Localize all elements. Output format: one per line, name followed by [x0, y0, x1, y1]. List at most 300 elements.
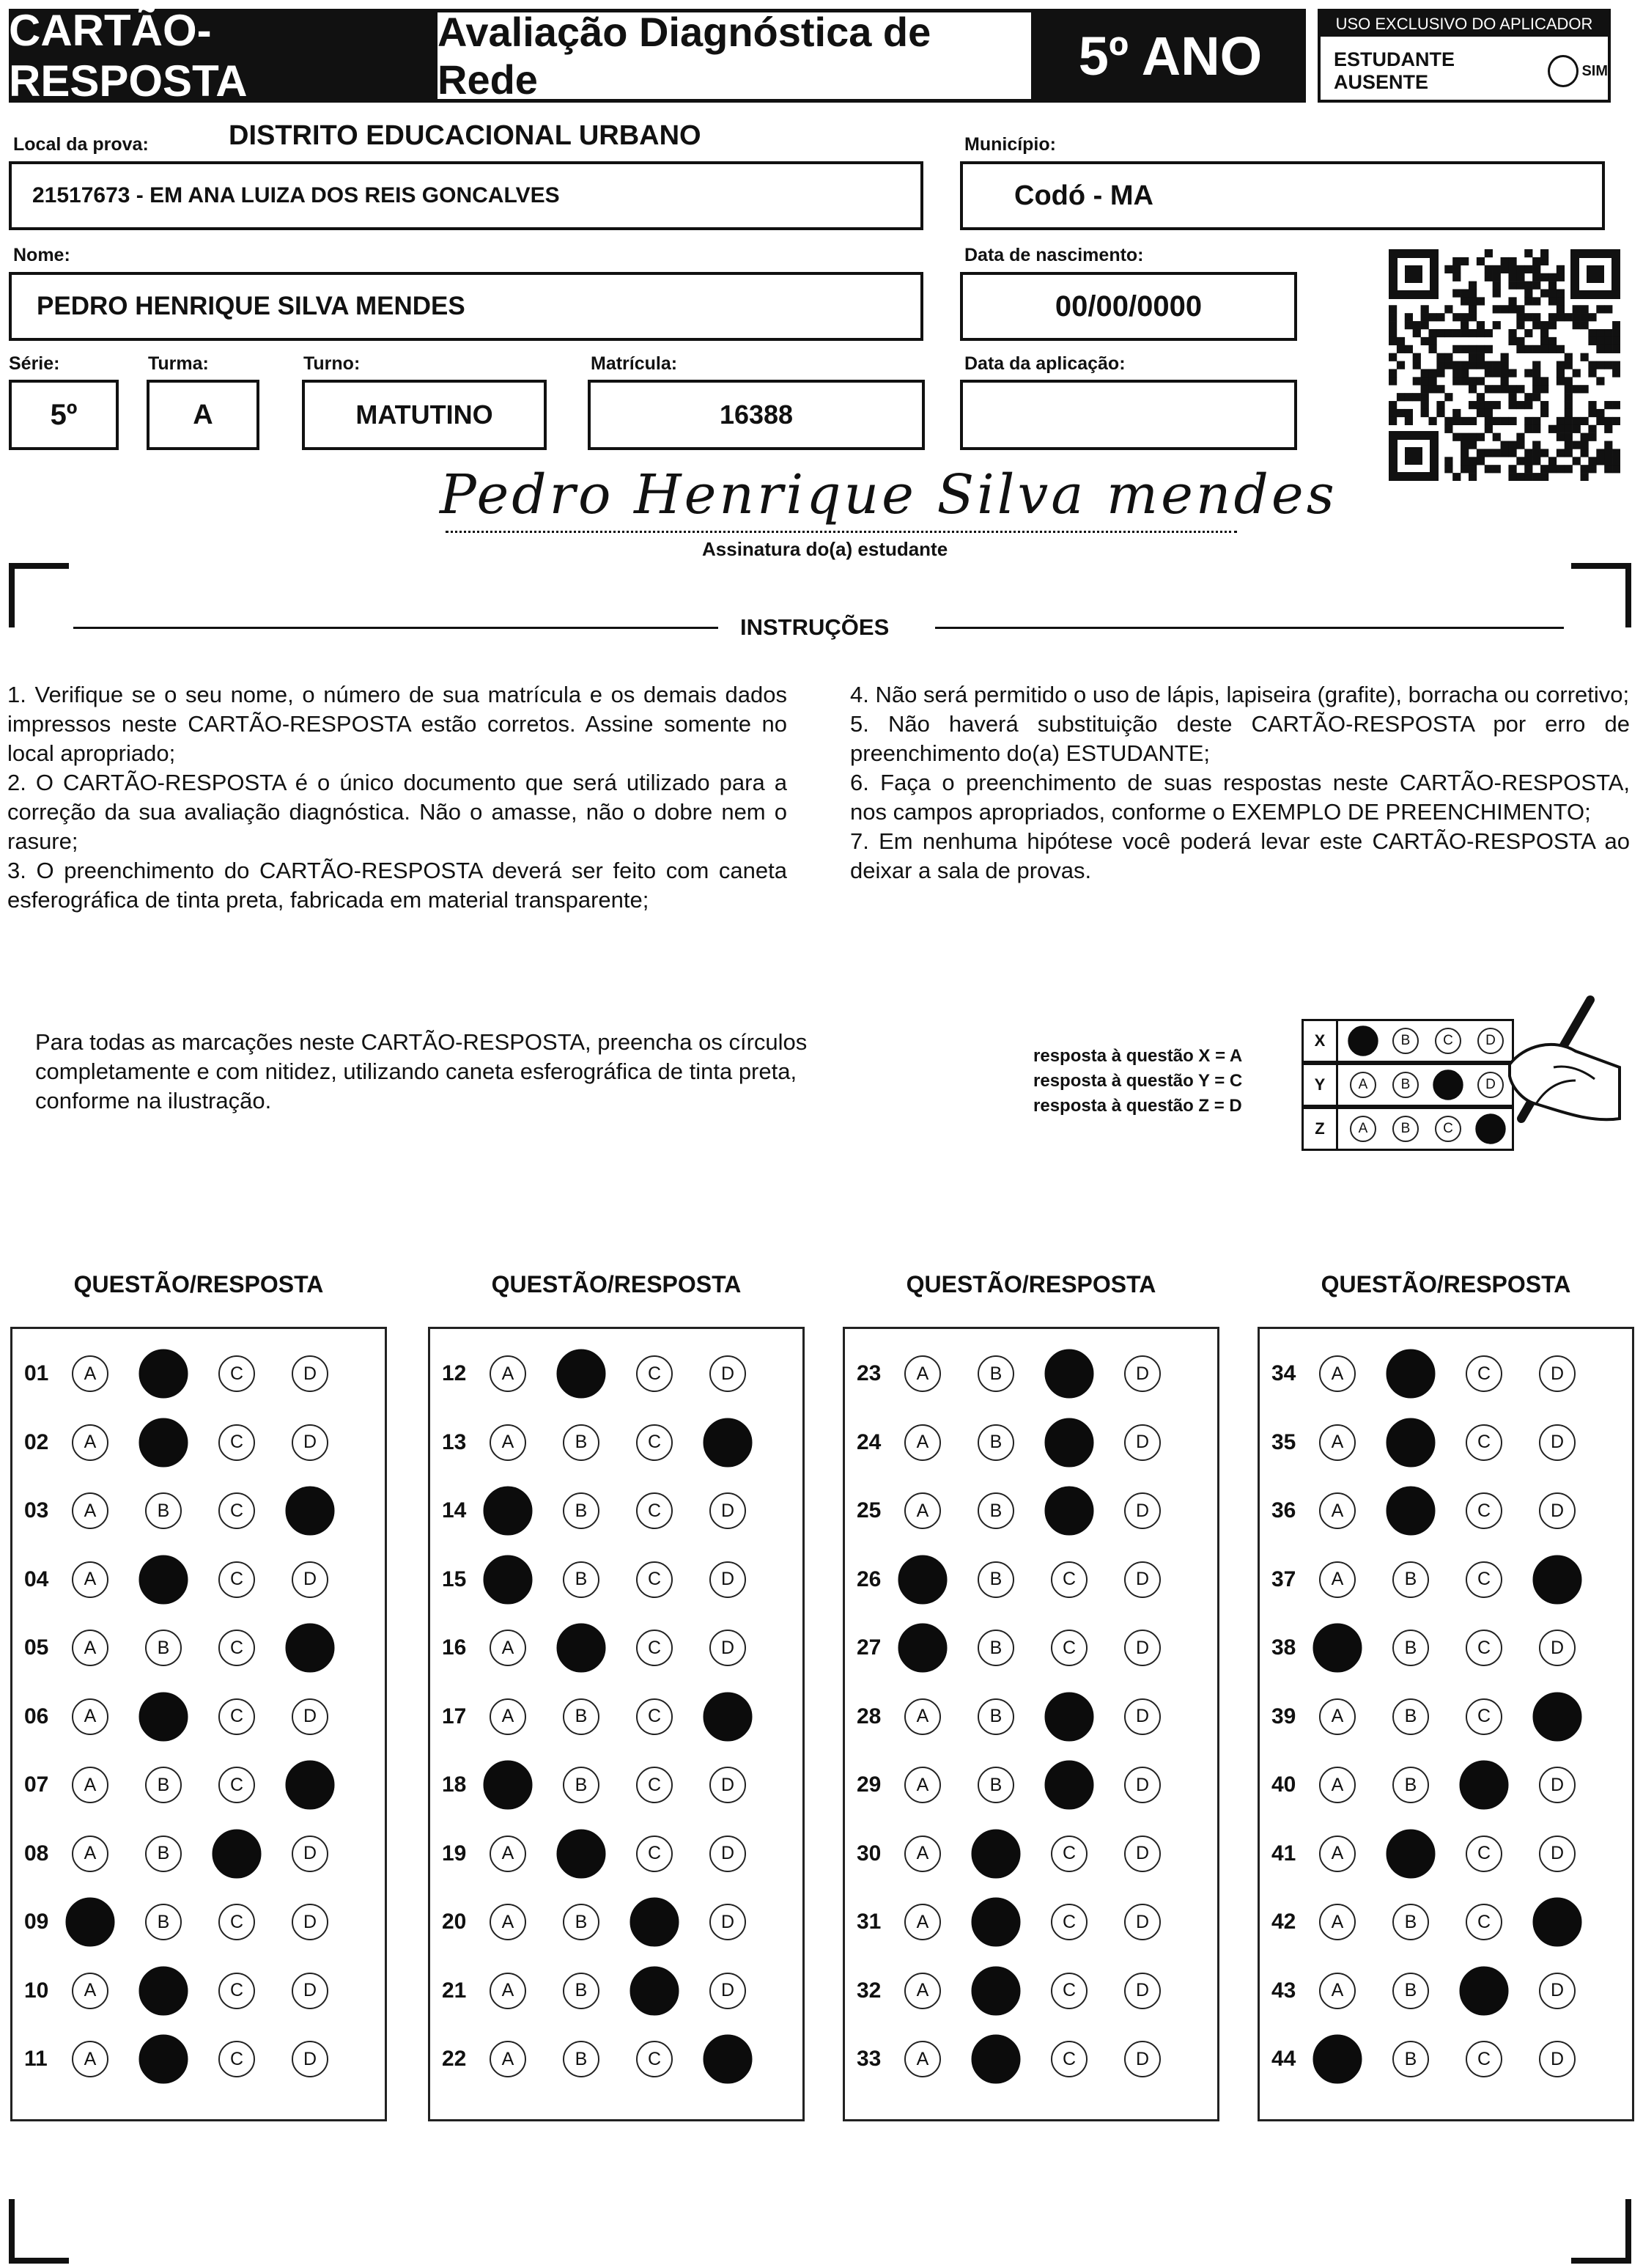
answer-bubble-d[interactable]: D	[292, 1561, 328, 1598]
question-row	[12, 1691, 385, 1742]
answer-bubble-c[interactable]: C	[636, 1698, 673, 1735]
answer-bubble-d[interactable]: D	[709, 1904, 746, 1940]
signature: Pedro Henrique Silva mendes	[440, 463, 1337, 526]
answer-bubble-b[interactable]	[557, 1350, 606, 1399]
district-name: DISTRITO EDUCACIONAL URBANO	[229, 120, 701, 151]
series-label: Série:	[9, 353, 60, 374]
example-bubble-a: A	[1350, 1072, 1376, 1098]
question-number: 07	[24, 1772, 49, 1797]
answer-bubble-c[interactable]: C	[1051, 1630, 1088, 1666]
answer-bubble-c[interactable]: C	[218, 2041, 255, 2077]
answer-bubble-d[interactable]: D	[709, 1767, 746, 1803]
school-field	[9, 161, 923, 230]
example-bubble-b: B	[1392, 1028, 1419, 1054]
answer-bubble-a[interactable]: A	[1319, 1904, 1356, 1940]
answer-bubble-d[interactable]: D	[292, 1424, 328, 1461]
answer-bubble-c[interactable]: C	[1051, 1973, 1088, 2009]
question-row	[845, 1759, 1217, 1811]
answer-bubble-d[interactable]: D	[1124, 1355, 1161, 1392]
answer-bubble-b[interactable]: B	[563, 1424, 599, 1461]
answer-bubble-a[interactable]: A	[904, 1836, 941, 1872]
answer-bubble-c[interactable]: C	[1051, 1904, 1088, 1940]
question-row	[845, 1554, 1217, 1605]
answer-bubble-c[interactable]: C	[636, 1424, 673, 1461]
answer-bubble-c[interactable]: C	[636, 1355, 673, 1392]
shift-value: MATUTINO	[355, 400, 493, 430]
answer-bubble-a[interactable]	[1313, 2035, 1362, 2084]
enrollment-field	[588, 380, 925, 450]
answer-bubble-c[interactable]	[1045, 1761, 1094, 1810]
question-row	[430, 1691, 802, 1742]
shift-label: Turno:	[303, 353, 361, 374]
question-row	[12, 1485, 385, 1536]
absent-yes-label: SIM	[1581, 62, 1608, 79]
answer-bubble-b[interactable]: B	[978, 1767, 1014, 1803]
answer-bubble-c[interactable]: C	[218, 1904, 255, 1940]
question-number: 30	[857, 1841, 882, 1866]
answer-bubble-d[interactable]	[1533, 1898, 1582, 1947]
answer-bubble-c[interactable]: C	[1051, 1561, 1088, 1598]
answer-bubble-d[interactable]: D	[1539, 1424, 1576, 1461]
class-label: Turma:	[148, 353, 209, 374]
answer-bubble-d[interactable]: D	[1539, 1836, 1576, 1872]
answer-bubble-b[interactable]: B	[145, 1630, 182, 1666]
question-row	[430, 1485, 802, 1536]
answer-bubble-d[interactable]: D	[1124, 1904, 1161, 1940]
question-number: 43	[1271, 1978, 1296, 2003]
instructions-left	[7, 680, 787, 915]
answer-bubble-a[interactable]: A	[72, 1767, 108, 1803]
answer-bubble-b[interactable]: B	[563, 1698, 599, 1735]
answer-bubble-c[interactable]: C	[1466, 1630, 1502, 1666]
question-number: 05	[24, 1635, 49, 1660]
question-row	[845, 1485, 1217, 1536]
answer-bubble-c[interactable]: C	[636, 2041, 673, 2077]
question-row	[12, 1828, 385, 1879]
answer-bubble-a[interactable]: A	[490, 1973, 526, 2009]
answer-bubble-c[interactable]: C	[636, 1492, 673, 1529]
answer-bubble-d[interactable]: D	[1539, 2041, 1576, 2077]
answer-bubble-a[interactable]	[484, 1761, 533, 1810]
instruction-item: 3. O preenchimento do CARTÃO-RESPOSTA deverá ser feito com caneta esferográfica de tinta preta, fabricada em material transparente;	[7, 858, 787, 913]
answer-bubble-c[interactable]	[213, 1829, 262, 1878]
answer-bubble-c[interactable]: C	[1466, 2041, 1502, 2077]
example-bubble-d: D	[1477, 1072, 1504, 1098]
answer-bubble-b[interactable]: B	[145, 1492, 182, 1529]
answer-bubble-b[interactable]	[139, 1350, 188, 1399]
answer-bubble-c[interactable]: C	[1466, 1561, 1502, 1598]
answer-bubble-d[interactable]	[1533, 1692, 1582, 1741]
question-number: 03	[24, 1498, 49, 1523]
answer-bubble-a[interactable]: A	[72, 2041, 108, 2077]
instructions-title: INSTRUÇÕES	[740, 614, 890, 640]
example-bubble-d: D	[1477, 1028, 1504, 1054]
question-number: 18	[442, 1772, 467, 1797]
question-row	[845, 1691, 1217, 1742]
answer-bubble-d[interactable]	[286, 1624, 335, 1673]
answer-column-2	[428, 1327, 805, 2121]
answer-bubble-a[interactable]: A	[1319, 1355, 1356, 1392]
answer-bubble-a[interactable]: A	[1319, 1492, 1356, 1529]
question-number: 11	[24, 2047, 48, 2071]
answer-bubble-b[interactable]: B	[978, 1424, 1014, 1461]
class-field	[147, 380, 259, 450]
answer-bubble-a[interactable]: A	[72, 1973, 108, 2009]
question-row	[430, 1896, 802, 1948]
question-number: 02	[24, 1429, 49, 1454]
answer-bubble-b[interactable]: B	[1392, 1561, 1429, 1598]
answer-bubble-b[interactable]: B	[145, 1904, 182, 1940]
answer-bubble-b[interactable]: B	[1392, 2041, 1429, 2077]
answer-bubble-c[interactable]	[1045, 1350, 1094, 1399]
answer-bubble-c[interactable]: C	[218, 1492, 255, 1529]
question-number: 08	[24, 1841, 49, 1866]
absent-checkbox[interactable]	[1548, 55, 1579, 87]
answer-bubble-d[interactable]: D	[1124, 1698, 1161, 1735]
answer-bubble-d[interactable]: D	[1124, 1424, 1161, 1461]
name-field	[9, 272, 923, 341]
answer-bubble-b[interactable]	[139, 2035, 188, 2084]
question-number: 01	[24, 1361, 49, 1385]
answer-bubble-d[interactable]: D	[292, 1973, 328, 2009]
answer-bubble-c[interactable]: C	[1466, 1424, 1502, 1461]
answer-bubble-b[interactable]: B	[563, 1767, 599, 1803]
question-row	[1260, 1348, 1632, 1399]
answer-column-4	[1258, 1327, 1634, 2121]
question-number: 20	[442, 1910, 467, 1934]
answer-bubble-b[interactable]	[139, 1555, 188, 1604]
answer-bubble-b[interactable]	[139, 1692, 188, 1741]
instructions-right	[850, 680, 1630, 886]
card-title: CARTÃO-RESPOSTA	[9, 6, 248, 106]
question-row	[12, 1554, 385, 1605]
answer-bubble-b[interactable]	[972, 1966, 1021, 2015]
question-number: 04	[24, 1566, 49, 1591]
question-number: 32	[857, 1978, 882, 2003]
answer-bubble-c[interactable]: C	[218, 1973, 255, 2009]
answer-bubble-b[interactable]	[557, 1624, 606, 1673]
answer-bubble-a[interactable]: A	[1319, 1836, 1356, 1872]
example-legend-line: resposta à questão Y = C	[1033, 1071, 1243, 1091]
answer-bubble-a[interactable]	[484, 1487, 533, 1536]
question-row	[430, 1965, 802, 2017]
shift-field	[302, 380, 547, 450]
instruction-item: 6. Faça o preenchimento de suas respostas neste CARTÃO-RESPOSTA, nos campos apropriados, conforme o EXEMPLO DE PREENCHIMENTO;	[850, 770, 1630, 825]
answer-bubble-c[interactable]: C	[1051, 1836, 1088, 1872]
example-bubble-a	[1348, 1026, 1378, 1056]
answer-bubble-c[interactable]: C	[218, 1424, 255, 1461]
answer-bubble-a[interactable]: A	[72, 1355, 108, 1392]
answer-bubble-d[interactable]: D	[292, 1698, 328, 1735]
signature-label: Assinatura do(a) estudante	[702, 538, 948, 560]
question-number: 17	[442, 1704, 467, 1728]
answer-bubble-c[interactable]	[1460, 1761, 1509, 1810]
example-row-label: Y	[1302, 1063, 1338, 1107]
answer-bubble-d[interactable]: D	[292, 1836, 328, 1872]
answer-bubble-d[interactable]: D	[709, 1355, 746, 1392]
question-row	[845, 1417, 1217, 1468]
answer-bubble-d[interactable]: D	[709, 1561, 746, 1598]
answer-bubble-b[interactable]: B	[563, 1973, 599, 2009]
municipality-value: Codó - MA	[1014, 180, 1153, 211]
answer-bubble-c[interactable]	[1045, 1692, 1094, 1741]
answer-bubble-a[interactable]: A	[490, 1424, 526, 1461]
answer-bubble-d[interactable]	[286, 1761, 335, 1810]
question-number: 16	[442, 1635, 467, 1660]
answer-bubble-b[interactable]: B	[563, 2041, 599, 2077]
question-row	[845, 1622, 1217, 1674]
answer-bubble-d[interactable]	[704, 1418, 753, 1467]
answer-bubble-b[interactable]: B	[978, 1561, 1014, 1598]
corner-mark-bottom-left	[9, 2199, 69, 2264]
answer-bubble-d[interactable]	[704, 1692, 753, 1741]
answer-bubble-a[interactable]: A	[490, 1836, 526, 1872]
answer-bubble-a[interactable]: A	[1319, 1767, 1356, 1803]
answer-bubble-d[interactable]: D	[292, 1904, 328, 1940]
question-row	[1260, 1554, 1632, 1605]
answer-bubble-c[interactable]: C	[218, 1355, 255, 1392]
example-legend-line: resposta à questão Z = D	[1033, 1096, 1242, 1116]
answer-bubble-a[interactable]	[484, 1555, 533, 1604]
question-row	[430, 1759, 802, 1811]
question-number: 44	[1271, 2047, 1296, 2071]
answer-bubble-a[interactable]: A	[1319, 1424, 1356, 1461]
question-row	[1260, 1896, 1632, 1948]
corner-mark-bottom-right	[1571, 2199, 1631, 2264]
answer-bubble-b[interactable]: B	[145, 1767, 182, 1803]
answer-bubble-d[interactable]: D	[1539, 1355, 1576, 1392]
answer-bubble-b[interactable]	[1387, 1350, 1436, 1399]
answer-bubble-a[interactable]: A	[72, 1698, 108, 1735]
question-number: 36	[1271, 1498, 1296, 1523]
answer-bubble-a[interactable]: A	[1319, 1698, 1356, 1735]
question-number: 42	[1271, 1910, 1296, 1934]
answer-bubble-d[interactable]: D	[709, 1492, 746, 1529]
question-number: 33	[857, 2047, 882, 2071]
answer-bubble-b[interactable]: B	[563, 1492, 599, 1529]
question-number: 35	[1271, 1429, 1296, 1454]
fill-instruction: Para todas as marcações neste CARTÃO-RESPOSTA, preencha os círculos completamente e com nitidez, utilizando caneta esferográfica de tinta preta, conforme na ilustração.	[35, 1029, 808, 1113]
answer-bubble-b[interactable]: B	[1392, 1767, 1429, 1803]
municipality-field	[960, 161, 1605, 230]
question-number: 31	[857, 1910, 882, 1934]
answer-bubble-b[interactable]: B	[563, 1561, 599, 1598]
question-row	[1260, 1759, 1632, 1811]
answer-bubble-b[interactable]	[972, 2035, 1021, 2084]
answer-bubble-b[interactable]	[557, 1829, 606, 1878]
card-title-banner	[9, 6, 434, 106]
answer-bubble-d[interactable]: D	[1124, 1767, 1161, 1803]
location-label: Local da prova:	[13, 134, 149, 155]
question-row	[12, 1896, 385, 1948]
question-row	[430, 2033, 802, 2085]
example-bubble-a: A	[1350, 1116, 1376, 1142]
answer-bubble-b[interactable]: B	[978, 1355, 1014, 1392]
answer-bubble-a[interactable]: A	[1319, 1561, 1356, 1598]
answer-bubble-a[interactable]: A	[72, 1424, 108, 1461]
question-row	[430, 1828, 802, 1879]
answer-bubble-a[interactable]: A	[490, 1698, 526, 1735]
answer-bubble-c[interactable]: C	[1466, 1492, 1502, 1529]
question-row	[430, 1622, 802, 1674]
answer-bubble-c[interactable]: C	[218, 1767, 255, 1803]
question-row	[1260, 1417, 1632, 1468]
answer-bubble-a[interactable]: A	[490, 2041, 526, 2077]
question-row	[12, 1417, 385, 1468]
answer-bubble-c[interactable]: C	[218, 1630, 255, 1666]
name-label: Nome:	[13, 245, 70, 265]
answer-bubble-b[interactable]: B	[145, 1836, 182, 1872]
answer-bubble-a[interactable]: A	[904, 1355, 941, 1392]
answer-bubble-c[interactable]	[1045, 1487, 1094, 1536]
application-date-label: Data da aplicação:	[964, 353, 1126, 374]
question-number: 38	[1271, 1635, 1296, 1660]
birth-date-field	[960, 272, 1297, 341]
answer-bubble-b[interactable]: B	[978, 1630, 1014, 1666]
answer-bubble-a[interactable]: A	[490, 1355, 526, 1392]
answer-bubble-c[interactable]: C	[1466, 1355, 1502, 1392]
answer-bubble-c[interactable]: C	[1466, 1904, 1502, 1940]
answer-bubble-b[interactable]	[972, 1829, 1021, 1878]
answer-bubble-a[interactable]: A	[904, 1424, 941, 1461]
question-number: 39	[1271, 1704, 1296, 1728]
answer-bubble-d[interactable]	[286, 1487, 335, 1536]
question-number: 12	[442, 1361, 467, 1385]
answer-bubble-d[interactable]	[1533, 1555, 1582, 1604]
answer-bubble-c[interactable]: C	[636, 1561, 673, 1598]
answer-bubble-c[interactable]	[630, 1898, 679, 1947]
answer-bubble-d[interactable]: D	[292, 1355, 328, 1392]
answer-bubble-a[interactable]	[1313, 1624, 1362, 1673]
answer-bubble-b[interactable]	[139, 1418, 188, 1467]
answer-bubble-b[interactable]	[1387, 1487, 1436, 1536]
answer-bubble-b[interactable]: B	[978, 1698, 1014, 1735]
answer-bubble-d[interactable]	[704, 2035, 753, 2084]
answer-bubble-a[interactable]: A	[72, 1561, 108, 1598]
answer-bubble-a[interactable]: A	[904, 1904, 941, 1940]
question-row	[845, 2033, 1217, 2085]
answer-bubble-c[interactable]: C	[1051, 2041, 1088, 2077]
signature-line	[446, 531, 1237, 533]
instruction-item: 2. O CARTÃO-RESPOSTA é o único documento que será utilizado para a correção da sua avaliação diagnóstica. Não o amasse, não o dobre nem o rasure;	[7, 770, 787, 854]
answer-bubble-a[interactable]: A	[72, 1836, 108, 1872]
answer-bubble-c[interactable]: C	[1466, 1698, 1502, 1735]
answer-bubble-a[interactable]: A	[490, 1904, 526, 1940]
question-row	[845, 1828, 1217, 1879]
answer-bubble-d[interactable]: D	[1539, 1630, 1576, 1666]
answer-bubble-d[interactable]: D	[1124, 2041, 1161, 2077]
answer-bubble-c[interactable]	[1460, 1966, 1509, 2015]
answer-bubble-c[interactable]: C	[636, 1836, 673, 1872]
answer-bubble-d[interactable]: D	[1124, 1836, 1161, 1872]
question-number: 10	[24, 1978, 49, 2003]
answer-bubble-d[interactable]: D	[292, 2041, 328, 2077]
answer-bubble-a[interactable]: A	[904, 1698, 941, 1735]
grade-title: 5º ANO	[1078, 25, 1263, 86]
column-header: QUESTÃO/RESPOSTA	[906, 1271, 1156, 1297]
answer-bubble-a[interactable]	[898, 1624, 948, 1673]
answer-bubble-c[interactable]: C	[636, 1630, 673, 1666]
answer-bubble-a[interactable]: A	[904, 2041, 941, 2077]
question-row	[430, 1554, 802, 1605]
question-row	[1260, 1691, 1632, 1742]
qr-code	[1389, 249, 1620, 481]
answer-bubble-a[interactable]: A	[72, 1492, 108, 1529]
answer-bubble-c[interactable]: C	[1466, 1836, 1502, 1872]
answer-bubble-a[interactable]: A	[904, 1973, 941, 2009]
applicator-box	[1318, 9, 1611, 103]
answer-bubble-a[interactable]	[66, 1898, 115, 1947]
absent-label: ESTUDANTE AUSENTE	[1334, 48, 1455, 93]
example-legend	[1033, 1044, 1242, 1119]
answer-bubble-a[interactable]: A	[1319, 1973, 1356, 2009]
answer-bubble-d[interactable]: D	[1124, 1561, 1161, 1598]
question-row	[12, 1622, 385, 1674]
answer-bubble-b[interactable]: B	[1392, 1630, 1429, 1666]
series-value: 5º	[50, 398, 78, 431]
application-date-field	[960, 380, 1297, 450]
question-row	[845, 1965, 1217, 2017]
answer-bubble-b[interactable]: B	[978, 1492, 1014, 1529]
question-number: 21	[442, 1978, 467, 2003]
answer-bubble-b[interactable]	[1387, 1418, 1436, 1467]
instruction-item: 4. Não será permitido o uso de lápis, lapiseira (grafite), borracha ou corretivo;	[850, 682, 1630, 707]
answer-bubble-b[interactable]: B	[563, 1904, 599, 1940]
answer-bubble-a[interactable]: A	[490, 1630, 526, 1666]
instruction-item: 5. Não haverá substituição deste CARTÃO-RESPOSTA por erro de preenchimento do(a) ESTUDANTE;	[850, 711, 1630, 766]
answer-bubble-c[interactable]	[630, 1966, 679, 2015]
answer-bubble-a[interactable]: A	[904, 1767, 941, 1803]
answer-bubble-c[interactable]: C	[636, 1767, 673, 1803]
instructions-rule-right	[935, 627, 1564, 629]
column-header: QUESTÃO/RESPOSTA	[73, 1271, 324, 1297]
answer-bubble-a[interactable]	[898, 1555, 948, 1604]
answer-bubble-d[interactable]: D	[709, 1836, 746, 1872]
answer-bubble-a[interactable]: A	[904, 1492, 941, 1529]
question-number: 29	[857, 1772, 882, 1797]
answer-bubble-d[interactable]: D	[1539, 1767, 1576, 1803]
example-legend-line: resposta à questão X = A	[1033, 1046, 1243, 1066]
question-number: 15	[442, 1566, 467, 1591]
answer-bubble-c[interactable]: C	[218, 1698, 255, 1735]
answer-bubble-c[interactable]	[1045, 1418, 1094, 1467]
answer-bubble-d[interactable]: D	[1539, 1973, 1576, 2009]
answer-bubble-b[interactable]	[972, 1898, 1021, 1947]
answer-bubble-b[interactable]: B	[1392, 1698, 1429, 1735]
municipality-label: Município:	[964, 134, 1056, 155]
answer-bubble-d[interactable]: D	[1124, 1492, 1161, 1529]
answer-bubble-d[interactable]: D	[709, 1630, 746, 1666]
question-row	[845, 1896, 1217, 1948]
answer-bubble-b[interactable]	[139, 1966, 188, 2015]
column-header: QUESTÃO/RESPOSTA	[491, 1271, 742, 1297]
answer-bubble-d[interactable]: D	[1539, 1492, 1576, 1529]
answer-bubble-a[interactable]: A	[72, 1630, 108, 1666]
grade-banner	[1035, 9, 1306, 103]
applicator-box-title: USO EXCLUSIVO DO APLICADOR	[1321, 12, 1608, 37]
answer-bubble-d[interactable]: D	[709, 1973, 746, 2009]
answer-bubble-b[interactable]	[1387, 1829, 1436, 1878]
answer-bubble-d[interactable]: D	[1124, 1630, 1161, 1666]
question-number: 09	[24, 1910, 49, 1934]
answer-bubble-b[interactable]: B	[1392, 1973, 1429, 2009]
answer-bubble-d[interactable]: D	[1124, 1973, 1161, 2009]
answer-bubble-c[interactable]: C	[218, 1561, 255, 1598]
birth-date-value: 00/00/0000	[1055, 290, 1203, 323]
question-number: 41	[1271, 1841, 1296, 1866]
question-row	[1260, 1485, 1632, 1536]
answer-bubble-b[interactable]: B	[1392, 1904, 1429, 1940]
